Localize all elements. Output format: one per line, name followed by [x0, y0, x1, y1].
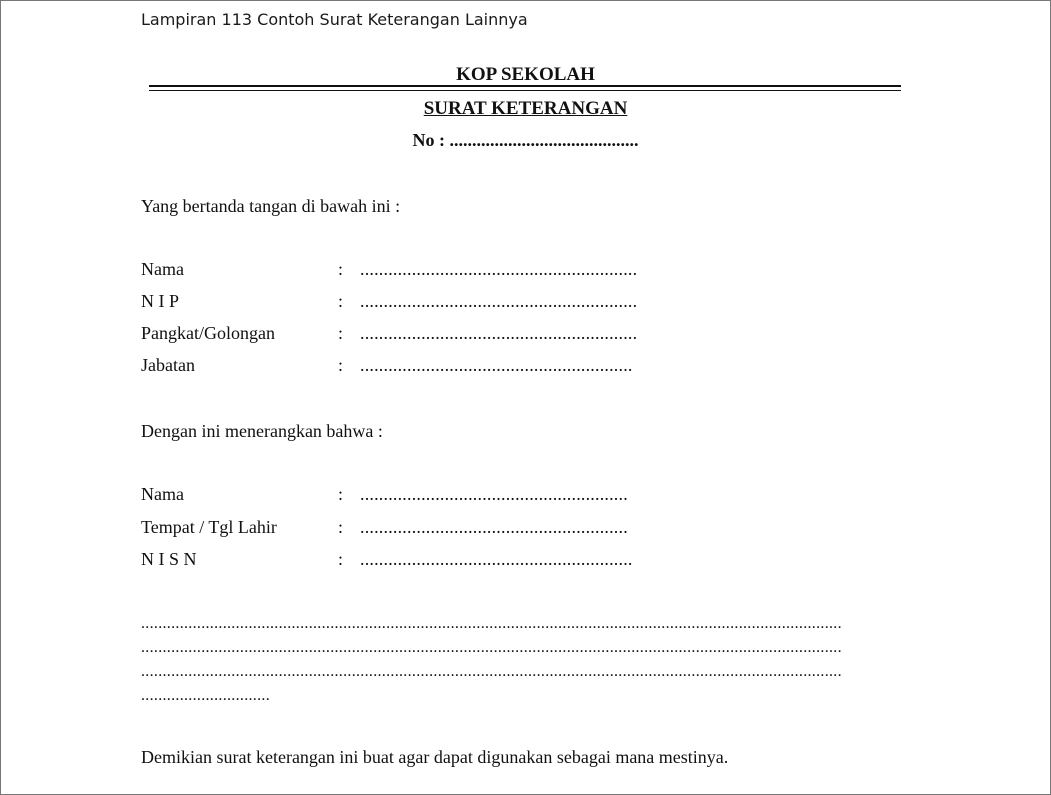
- field-value: .........................................................: [360, 484, 628, 504]
- body-fill-line: ...................................................................................................................................................................: [141, 615, 842, 632]
- field-label: N I P: [141, 291, 180, 311]
- field-value: ...........................................................: [360, 323, 638, 343]
- field-label: Jabatan: [141, 355, 195, 375]
- field-label: N I S N: [141, 549, 197, 569]
- closing-text: Demikian surat keterangan ini buat agar dapat digunakan sebagai mana mestinya.: [141, 747, 729, 767]
- appendix-title: Lampiran 113 Contoh Surat Keterangan Lainnya: [141, 10, 528, 29]
- letter-title: SURAT KETERANGAN: [423, 98, 628, 119]
- body-fill-line: ...................................................................................................................................................................: [141, 639, 842, 656]
- field-value: ...........................................................: [360, 259, 638, 279]
- letterhead-kop: KOP SEKOLAH: [456, 64, 595, 85]
- field-label: Nama: [141, 259, 184, 279]
- body-fill-line: ..............................: [141, 687, 270, 704]
- field-colon: :: [338, 517, 344, 537]
- field-colon: :: [338, 291, 344, 311]
- field-colon: :: [338, 323, 344, 343]
- letterhead-rule-thick: [149, 85, 901, 87]
- field-value: ...........................................................: [360, 291, 638, 311]
- field-label: Pangkat/Golongan: [141, 323, 275, 343]
- field-colon: :: [338, 484, 344, 504]
- letterhead-rule-thin: [149, 90, 901, 91]
- body-fill-line: ...................................................................................................................................................................: [141, 663, 842, 680]
- field-label: Tempat / Tgl Lahir: [141, 517, 277, 537]
- field-colon: :: [338, 549, 344, 569]
- field-colon: :: [338, 259, 344, 279]
- field-value: ..........................................................: [360, 355, 633, 375]
- statement-text: Dengan ini menerangkan bahwa :: [141, 421, 383, 441]
- field-label: Nama: [141, 484, 184, 504]
- field-colon: :: [338, 355, 344, 375]
- letter-number: No : ..........................................: [412, 130, 639, 150]
- field-value: ..........................................................: [360, 549, 633, 569]
- field-value: .........................................................: [360, 517, 628, 537]
- intro-text: Yang bertanda tangan di bawah ini :: [141, 196, 401, 216]
